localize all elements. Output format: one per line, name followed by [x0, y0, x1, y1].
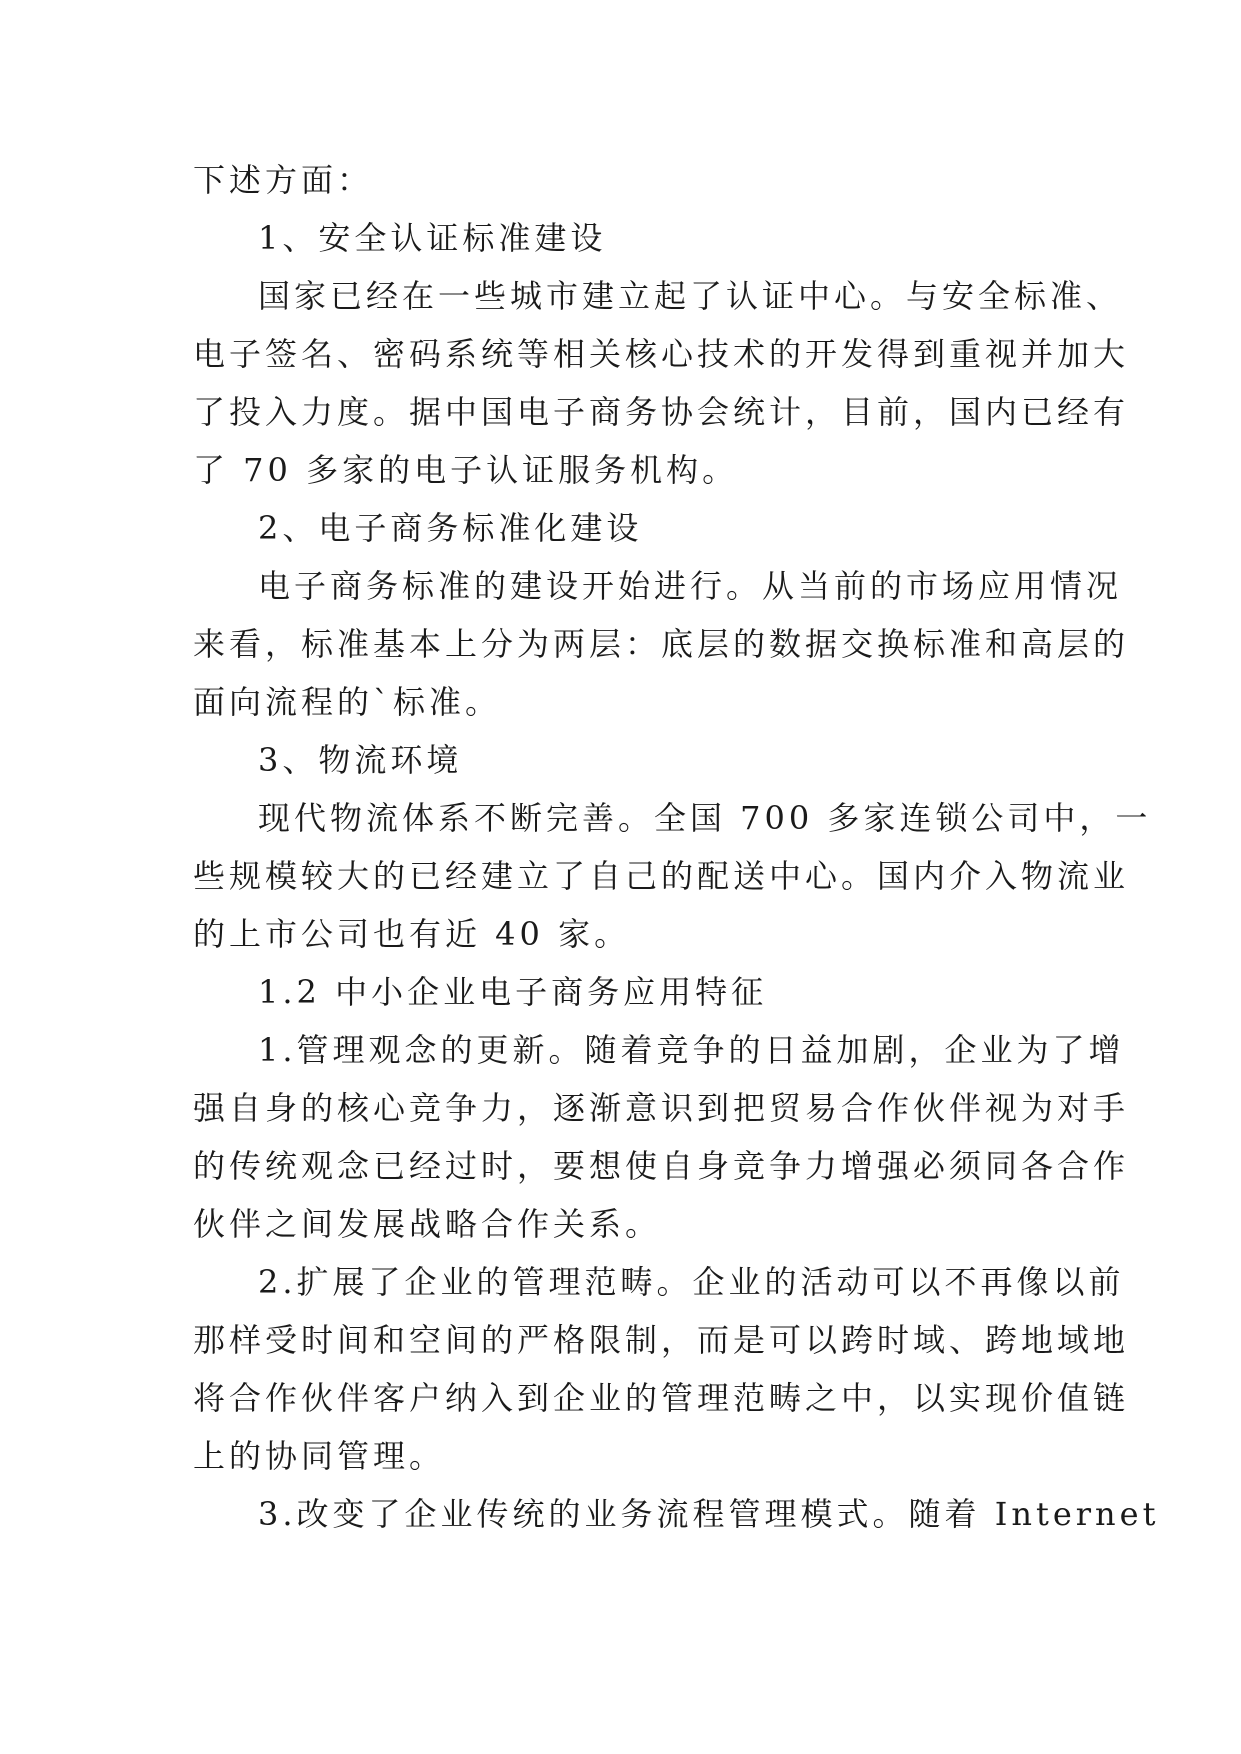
text-line: 电子签名、密码系统等相关核心技术的开发得到重视并加大: [193, 335, 1130, 373]
text-line: 些规模较大的已经建立了自己的配送中心。国内介入物流业: [193, 857, 1130, 895]
text-line: 上的协同管理。: [193, 1437, 446, 1475]
text-line: 了 70 多家的电子认证服务机构。: [193, 451, 739, 489]
text-line: 来看，标准基本上分为两层：底层的数据交换标准和高层的: [193, 625, 1130, 663]
text-line: 电子商务标准的建设开始进行。从当前的市场应用情况: [258, 567, 1123, 605]
text-line: 的传统观念已经过时，要想使自身竞争力增强必须同各合作: [193, 1147, 1130, 1185]
text-line: 强自身的核心竞争力，逐渐意识到把贸易合作伙伴视为对手: [193, 1089, 1130, 1127]
section-heading: 2、电子商务标准化建设: [258, 509, 643, 547]
text-line: 1.管理观念的更新。随着竞争的日益加剧，企业为了增: [258, 1031, 1125, 1069]
text-line: 面向流程的`标准。: [193, 683, 502, 721]
text-line: 将合作伙伴客户纳入到企业的管理范畴之中，以实现价值链: [193, 1379, 1130, 1417]
section-heading: 1、安全认证标准建设: [258, 219, 607, 257]
section-heading: 1.2 中小企业电子商务应用特征: [258, 973, 768, 1011]
text-line: 了投入力度。据中国电子商务协会统计，目前，国内已经有: [193, 393, 1130, 431]
text-line: 国家已经在一些城市建立起了认证中心。与安全标准、: [258, 277, 1123, 315]
text-line: 那样受时间和空间的严格限制，而是可以跨时域、跨地域地: [193, 1321, 1130, 1359]
text-line: 现代物流体系不断完善。全国 700 多家连锁公司中，一: [258, 799, 1152, 837]
text-line: 的上市公司也有近 40 家。: [193, 915, 631, 953]
text-line: 下述方面：: [193, 161, 374, 199]
text-line: 2.扩展了企业的管理范畴。企业的活动可以不再像以前: [258, 1263, 1125, 1301]
section-heading: 3、物流环境: [258, 741, 463, 779]
text-line: 伙伴之间发展战略合作关系。: [193, 1205, 662, 1243]
text-line: 3.改变了企业传统的业务流程管理模式。随着 Internet: [258, 1495, 1160, 1533]
